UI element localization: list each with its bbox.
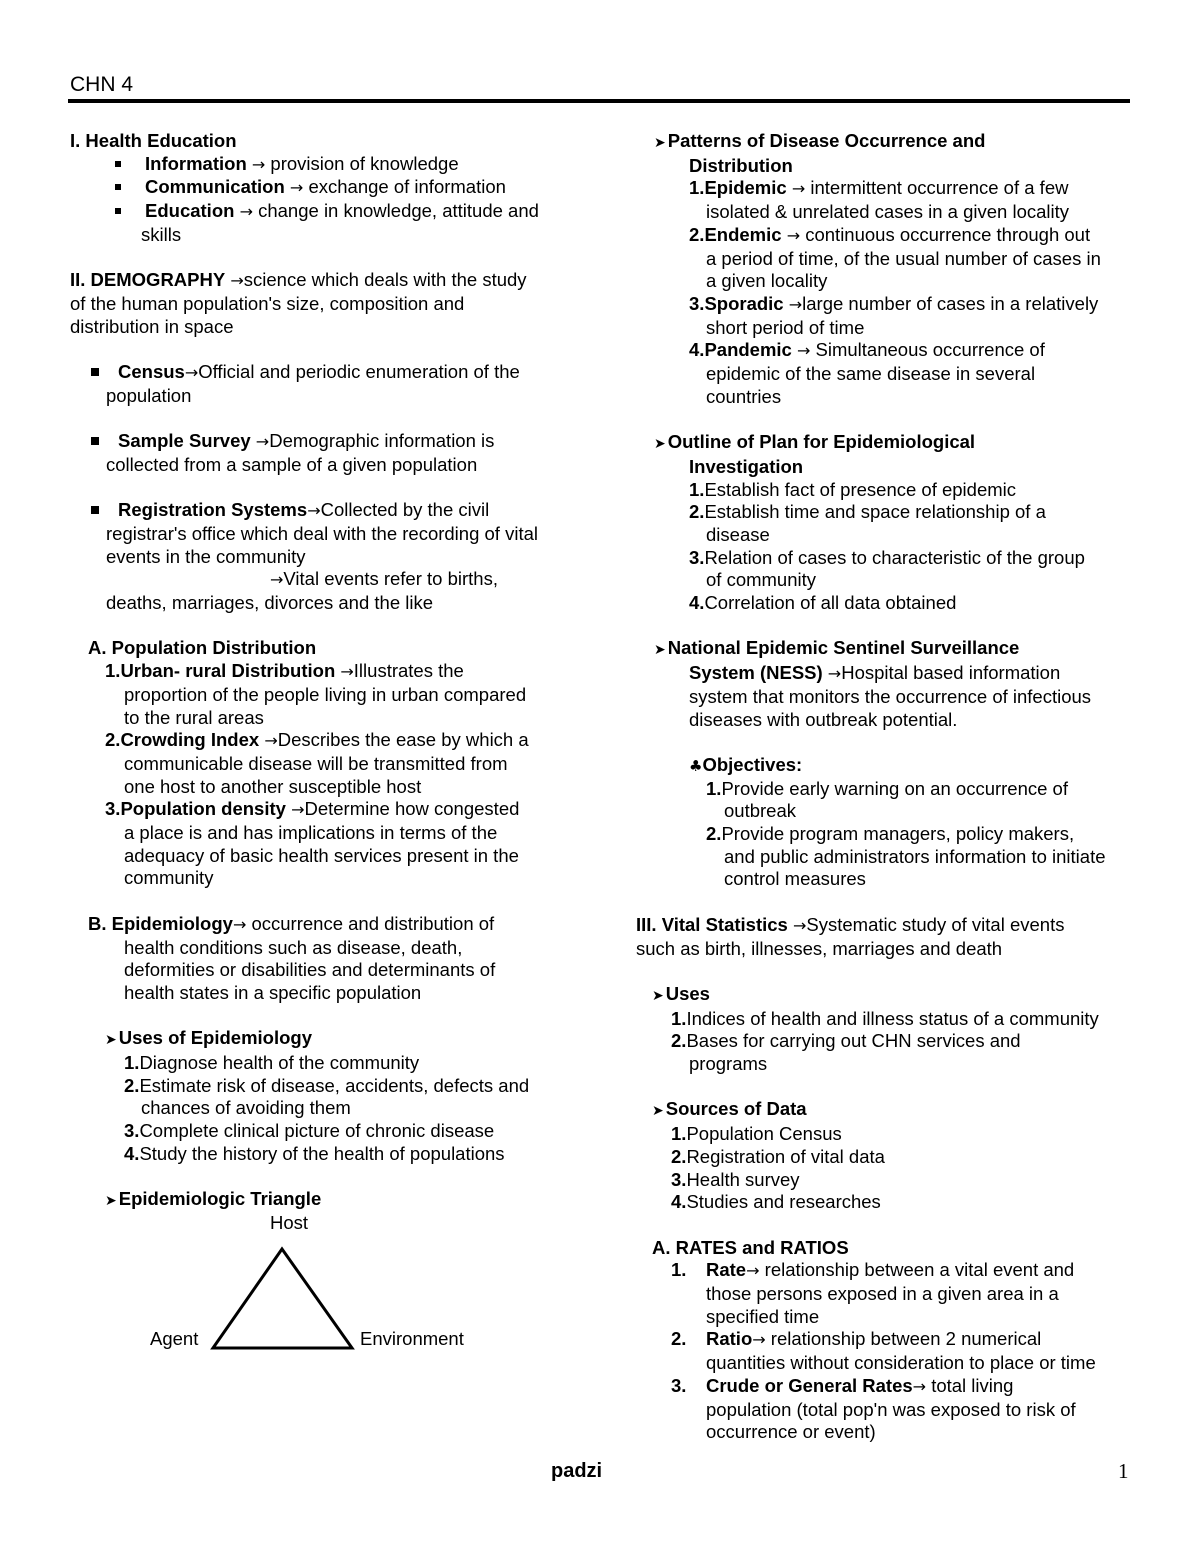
list-item: 2.Establish time and space relationship of a (689, 501, 1046, 523)
demography-paragraph: II. DEMOGRAPHY →science which deals with the study (70, 269, 527, 291)
arrow-icon: → (792, 915, 807, 935)
paragraph-line: chances of avoiding them (141, 1097, 351, 1119)
left-column (70, 130, 570, 1213)
list-item: Information → provision of knowledge (70, 153, 570, 177)
arrow-icon: → (289, 178, 304, 198)
list-item-continuation: skills (141, 223, 182, 245)
list-item-census: Census→Official and periodic enumeration of the (70, 361, 570, 385)
paragraph-line: population (total pop'n was exposed to risk of (706, 1398, 1076, 1420)
arrow-icon: → (184, 363, 199, 382)
arrow-icon: → (230, 271, 244, 291)
list-item: 3. Crude or General Rates→ total living (671, 1374, 1014, 1396)
list-item: 4.Correlation of all data obtained (689, 592, 957, 614)
square-bullet-icon (115, 161, 121, 167)
square-bullet-icon (115, 184, 121, 190)
paragraph-line: to the rural areas (124, 706, 264, 728)
outline-title-cont: Investigation (689, 455, 804, 477)
list-item: 4.Studies and researches (671, 1191, 881, 1213)
arrow-icon: → (255, 432, 270, 452)
paragraph-line: registrar's office which deal with the recording of vital (106, 522, 538, 544)
paragraph-line: epidemic of the same disease in several (706, 363, 1036, 385)
paragraph-line: health states in a specific population (124, 981, 422, 1003)
list-item-sample-survey: Sample Survey →Demographic information is (70, 430, 570, 454)
paragraph-line: events in the community (106, 545, 306, 567)
paragraph-line: programs (689, 1053, 768, 1075)
paragraph-line: disease (706, 523, 770, 545)
paragraph-line: those persons exposed in a given area in a (706, 1283, 1059, 1305)
chevron-right-icon: ➤ (654, 642, 666, 659)
list-item: 3.Population density →Determine how congested (105, 798, 520, 820)
paragraph-line: isolated & unrelated cases in a given locality (706, 201, 1070, 223)
rates-title: A. RATES and RATIOS (652, 1236, 849, 1258)
paragraph-line: outbreak (724, 800, 796, 822)
paragraph-line: deformities or disabilities and determinants of (124, 959, 496, 981)
sources-title: ➤ Sources of Data (652, 1098, 807, 1120)
arrow-icon: → (788, 294, 803, 314)
list-item: 2.Bases for carrying out CHN services and (671, 1030, 1021, 1052)
arrow-icon: → (232, 914, 247, 934)
chevron-right-icon: ➤ (652, 1103, 664, 1120)
list-item: 2.Crowding Index →Describes the ease by which a (105, 729, 529, 751)
header-rule (68, 99, 1130, 103)
ness-paragraph: System (NESS) →Hospital based information (689, 662, 1061, 684)
list-item: 2.Registration of vital data (671, 1145, 885, 1167)
list-item-registration: Registration Systems→Collected by the civil (70, 499, 570, 523)
triangle-agent-label: Agent (150, 1328, 199, 1349)
list-item: 2.Estimate risk of disease, accidents, defects and (124, 1074, 530, 1096)
list-item: 1. Rate→ relationship between a vital event and (671, 1259, 1075, 1281)
arrow-icon: → (239, 202, 253, 222)
objectives-title: ♣Objectives: (689, 753, 803, 775)
paragraph-line: occurrence or event) (706, 1421, 876, 1443)
paragraph-line: control measures (724, 868, 866, 890)
uses-of-epidemiology-title: ➤ Uses of Epidemiology (105, 1027, 312, 1049)
epidemiologic-triangle-diagram (140, 1208, 500, 1358)
patterns-title-cont: Distribution (689, 154, 793, 176)
square-bullet-icon (91, 437, 99, 445)
triangle-environment-label: Environment (360, 1328, 464, 1349)
arrow-icon: → (827, 664, 842, 684)
list-item: 1.Population Census (671, 1123, 842, 1145)
list-item: Education → change in knowledge, attitude and (70, 200, 570, 224)
arrow-icon: → (912, 1376, 927, 1396)
page-title: CHN 4 (70, 73, 134, 96)
list-item: 4.Study the history of the health of populations (124, 1142, 505, 1164)
paragraph-line: adequacy of basic health services present in the (124, 844, 519, 866)
paragraph-line: and public administrators information to initiate (724, 845, 1106, 867)
outline-title: ➤ Outline of Plan for Epidemiological (654, 431, 976, 453)
list-item: 3.Complete clinical picture of chronic disease (124, 1120, 495, 1142)
paragraph-line: community (124, 867, 214, 889)
chevron-right-icon: ➤ (654, 135, 666, 151)
paragraph-line: collected from a sample of a given population (106, 453, 478, 475)
paragraph-line: population (106, 384, 192, 406)
list-item: 2.Provide program managers, policy makers, (706, 823, 1075, 845)
paragraph-line: proportion of the people living in urban compared (124, 683, 527, 705)
list-item: 1.Provide early warning on an occurrence of (706, 777, 1068, 799)
epidemiology-paragraph: B. Epidemiology→ occurrence and distribution of (88, 912, 495, 934)
triangle-host-label: Host (270, 1212, 309, 1233)
footer-author: padzi (551, 1460, 603, 1482)
list-item: 3.Relation of cases to characteristic of the group (689, 546, 1085, 568)
paragraph-line: one host to another susceptible host (124, 775, 422, 797)
paragraph-line: specified time (706, 1305, 820, 1327)
paragraph-line: distribution in space (70, 315, 234, 337)
list-item: 1.Establish fact of presence of epidemic (689, 478, 1017, 500)
paragraph-line: a given locality (706, 270, 828, 292)
arrow-icon: → (251, 154, 266, 174)
paragraph-line: diseases with outbreak potential. (689, 708, 958, 730)
arrow-icon: → (340, 662, 354, 682)
paragraph-line: of community (706, 569, 817, 591)
chevron-right-icon: ➤ (652, 987, 664, 1004)
population-distribution-title: A. Population Distribution (88, 637, 317, 659)
list-item: 3.Sporadic →large number of cases in a relatively (689, 292, 1099, 314)
arrow-icon: → (746, 1261, 760, 1281)
section-health-education-title: I. Health Education (70, 130, 237, 151)
paragraph-line: health conditions such as disease, death, (124, 936, 463, 958)
epidemiologic-triangle-title: ➤ Epidemiologic Triangle (105, 1188, 322, 1210)
list-item: 1.Indices of health and illness status of a community (671, 1007, 1099, 1029)
paragraph-line: system that monitors the occurrence of infectious (689, 685, 1092, 707)
paragraph-line: deaths, marriages, divorces and the like (106, 592, 434, 613)
paragraph-line: a place is and has implications in terms of the (124, 822, 498, 844)
right-column (636, 130, 1136, 1444)
patterns-title: ➤ Patterns of Disease Occurrence and (654, 130, 986, 151)
arrow-icon: → (264, 731, 278, 751)
club-icon: ♣ (689, 756, 703, 775)
paragraph-line: countries (706, 385, 782, 407)
page-number: 1 (1118, 1459, 1129, 1483)
arrow-icon: → (752, 1330, 766, 1350)
paragraph-line: such as birth, illnesses, marriages and death (636, 937, 1003, 959)
vital-statistics-paragraph: III. Vital Statistics →Systematic study of vital events (636, 913, 1065, 935)
list-item: 4.Pandemic → Simultaneous occurrence of (689, 339, 1045, 361)
list-item: 2. Ratio→ relationship between 2 numerical (671, 1328, 1042, 1350)
square-bullet-icon (91, 368, 99, 376)
list-item: 1.Epidemic → intermittent occurrence of a few (689, 177, 1069, 199)
arrow-icon: → (270, 570, 284, 590)
paragraph-line: short period of time (706, 316, 865, 338)
list-item: 3.Health survey (671, 1168, 800, 1190)
list-item: 1.Urban- rural Distribution →Illustrates the (105, 660, 464, 682)
vital-uses-title: ➤ Uses (652, 982, 710, 1004)
square-bullet-icon (91, 506, 99, 514)
paragraph-line: quantities without consideration to place or time (706, 1352, 1096, 1374)
list-item: 1.Diagnose health of the community (124, 1052, 420, 1074)
arrow-icon: → (786, 225, 801, 245)
paragraph-line: communicable disease will be transmitted from (124, 752, 508, 774)
chevron-right-icon: ➤ (105, 1193, 117, 1210)
ness-title: ➤ National Epidemic Sentinel Surveillance (654, 637, 1020, 659)
arrow-icon: → (307, 501, 321, 521)
paragraph-line: of the human population's size, composition and (70, 292, 465, 314)
chevron-right-icon: ➤ (654, 436, 666, 453)
list-item: Communication → exchange of information (70, 176, 570, 200)
arrow-icon: → (791, 179, 806, 199)
arrow-icon: → (796, 341, 811, 361)
paragraph-line: a period of time, of the usual number of cases in (706, 247, 1101, 269)
chevron-right-icon: ➤ (105, 1032, 117, 1049)
arrow-icon: → (291, 800, 305, 820)
paragraph-line: →Vital events refer to births, (270, 568, 498, 590)
square-bullet-icon (115, 208, 121, 214)
list-item: 2.Endemic → continuous occurrence through out (689, 223, 1091, 245)
triangle-shape (210, 1246, 356, 1352)
